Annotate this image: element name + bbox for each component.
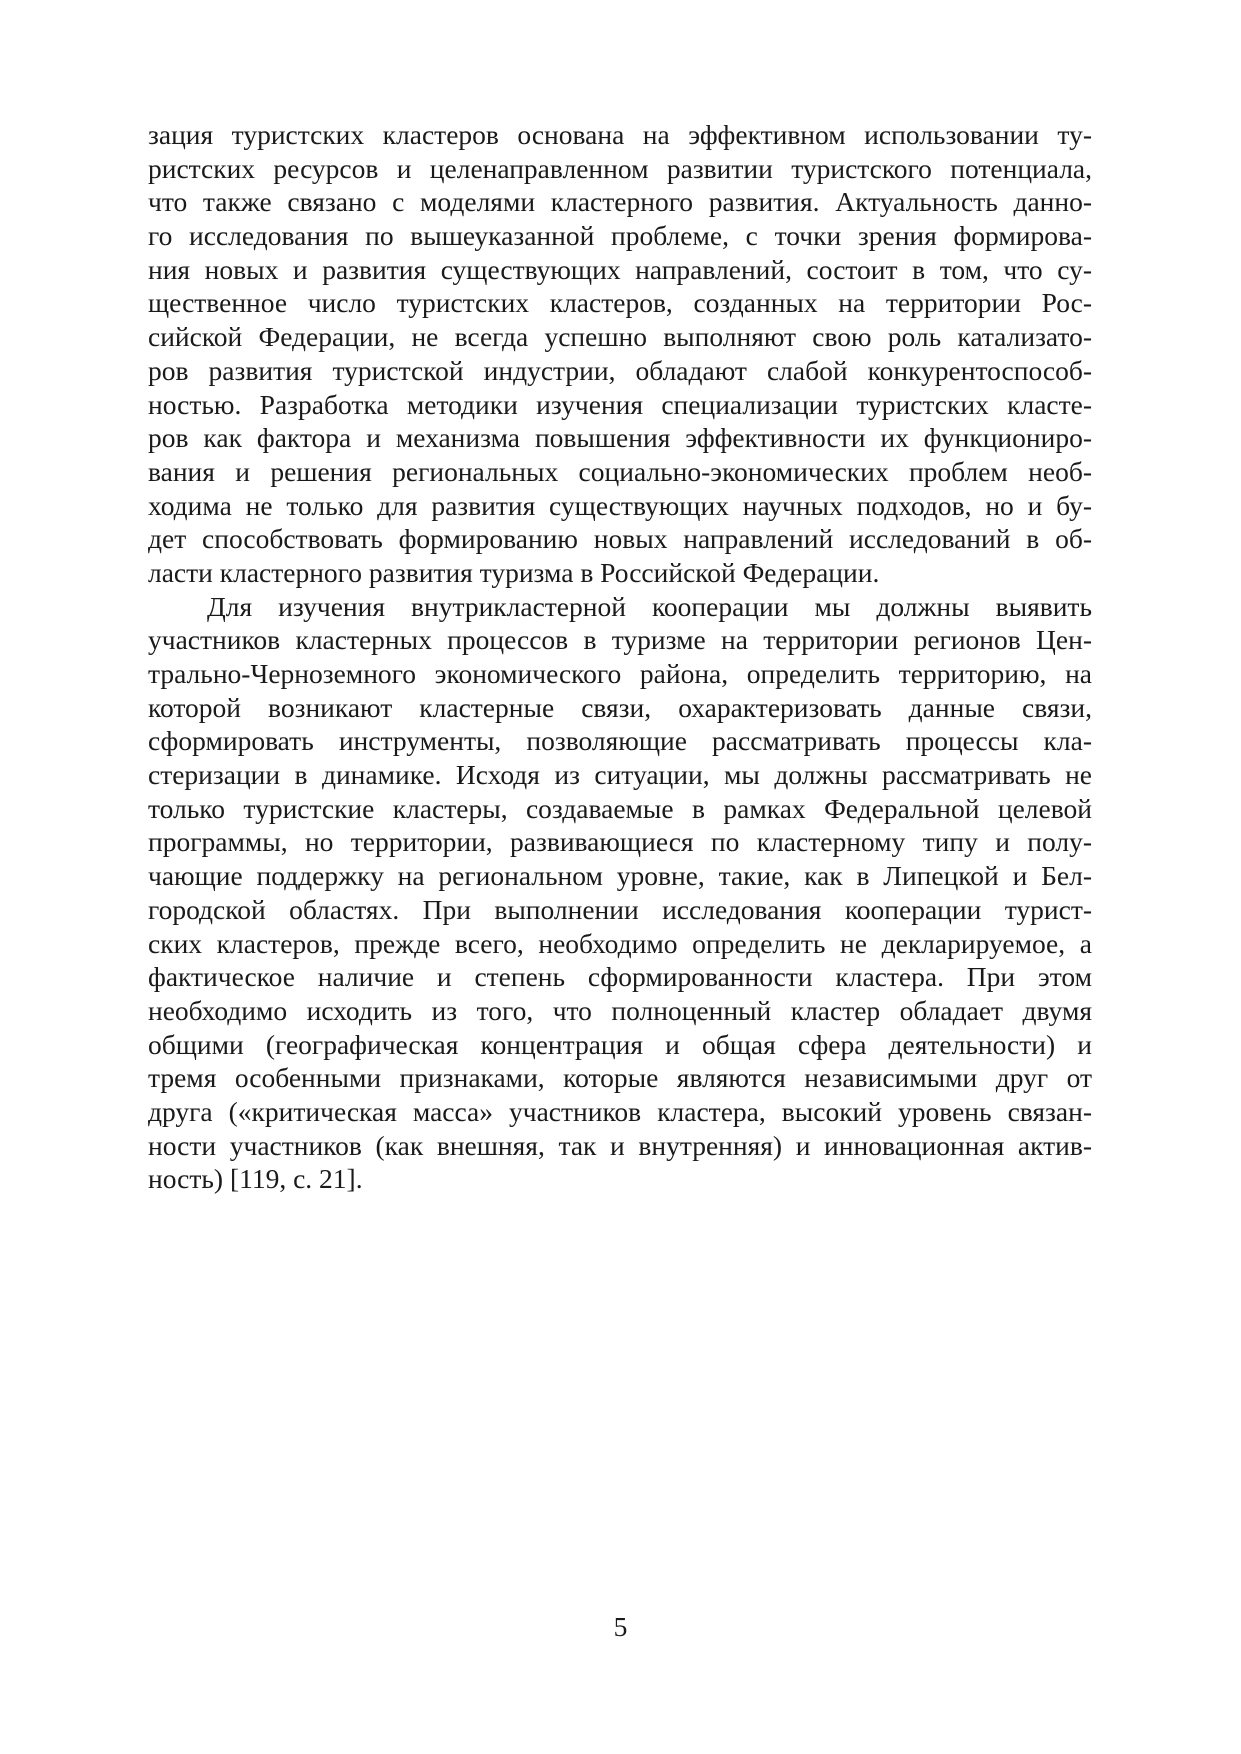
text-line: го исследования по вышеуказанной проблеме, с точки зрения формирова- xyxy=(148,220,1092,252)
text-line: ности участников (как внешняя, так и внутренняя) и инновационная актив- xyxy=(148,1129,1092,1161)
text-line: трально-Черноземного экономического района, определить территорию, на xyxy=(148,658,1092,689)
text-line: общими (географическая концентрация и общая сфера деятельности) и xyxy=(148,1028,1092,1060)
text-line: чающие поддержку на региональном уровне, такие, как в Липецкой и Бел- xyxy=(148,860,1092,892)
text-line: ность) [119, с. 21]. xyxy=(148,1163,363,1195)
text-line: которой возникают кластерные связи, охарактеризовать данные связи, xyxy=(148,691,1092,723)
text-line: фактическое наличие и степень сформированности кластера. При этом xyxy=(148,961,1092,993)
text-line: программы, но территории, развивающиеся по кластерному типу и полу- xyxy=(148,826,1092,858)
text-line: ров развития туристской индустрии, обладают слабой конкурентоспособ- xyxy=(148,354,1092,386)
text-line: зация туристских кластеров основана на эффективном использовании ту- xyxy=(148,119,1092,150)
text-line: ласти кластерного развития туризма в Российской Федерации. xyxy=(148,556,880,588)
text-line: Для изучения внутрикластерной кооперации мы должны выявить xyxy=(207,590,1092,622)
text-line: сийской Федерации, не всегда успешно выполняют свою роль катализато- xyxy=(148,321,1092,353)
text-line: участников кластерных процессов в туризме на территории регионов Цен- xyxy=(148,624,1092,656)
text-line: городской областях. При выполнении исследования кооперации турист- xyxy=(148,893,1092,925)
page-number: 5 xyxy=(613,1611,628,1642)
paragraph-1 xyxy=(148,118,1092,590)
text-line: ристских ресурсов и целенаправленном развитии туристского потенциала, xyxy=(148,152,1092,184)
text-line: ностью. Разработка методики изучения специализации туристских класте- xyxy=(148,388,1092,420)
text-line: только туристские кластеры, создаваемые в рамках Федеральной целевой xyxy=(148,792,1092,824)
text-line: щественное число туристских кластеров, созданных на территории Рос- xyxy=(148,287,1092,319)
paragraph-2 xyxy=(148,590,1092,1196)
text-line: вания и решения региональных социально-экономических проблем необ- xyxy=(148,455,1092,487)
text-line: ния новых и развития существующих направлений, состоит в том, что су- xyxy=(148,253,1092,285)
text-line: ских кластеров, прежде всего, необходимо определить не декларируемое, а xyxy=(148,927,1092,959)
text-line: ров как фактора и механизма повышения эффективности их функциониро- xyxy=(148,422,1092,454)
text-line: друга («критическая масса» участников кластера, высокий уровень связан- xyxy=(148,1095,1092,1127)
text-line: что также связано с моделями кластерного развития. Актуальность данно- xyxy=(148,186,1092,218)
text-line: дет способствовать формированию новых направлений исследований в об- xyxy=(148,523,1092,555)
text-line: ходима не только для развития существующих научных подходов, но и бу- xyxy=(148,489,1092,521)
text-line: необходимо исходить из того, что полноценный кластер обладает двумя xyxy=(148,994,1092,1026)
text-line: сформировать инструменты, позволяющие рассматривать процессы кла- xyxy=(148,725,1092,757)
body-text xyxy=(148,118,1092,1196)
text-line: стеризации в динамике. Исходя из ситуации, мы должны рассматривать не xyxy=(148,759,1092,791)
text-line: тремя особенными признаками, которые являются независимыми друг от xyxy=(148,1062,1092,1094)
